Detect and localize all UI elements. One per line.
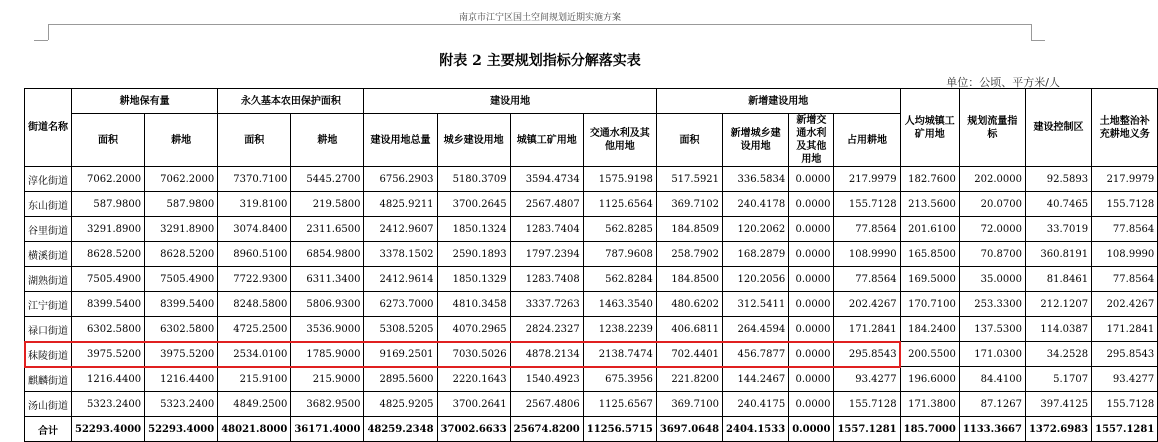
value-cell: 155.7128 <box>834 392 900 417</box>
value-cell: 6311.3400 <box>291 267 364 292</box>
value-cell: 2824.2327 <box>510 317 583 342</box>
value-cell: 1125.6564 <box>583 192 656 217</box>
col-header-name: 街道名称 <box>25 89 72 167</box>
table-row <box>25 292 1158 317</box>
margin-corner-right-h <box>1031 40 1045 41</box>
value-cell: 215.9000 <box>291 367 364 392</box>
col-header-c7: 城镇工矿用地 <box>510 114 583 167</box>
value-cell: 4725.2500 <box>218 317 291 342</box>
value-cell: 169.5000 <box>900 267 959 292</box>
margin-corner-left <box>48 24 49 40</box>
value-cell: 3700.2641 <box>437 392 510 417</box>
value-cell: 0.0000 <box>789 342 834 367</box>
value-cell: 70.8700 <box>959 242 1025 267</box>
value-cell: 1238.2239 <box>583 317 656 342</box>
value-cell: 77.8564 <box>1092 267 1158 292</box>
table-body <box>25 167 1158 442</box>
value-cell: 25674.8200 <box>510 417 583 442</box>
table-row <box>25 367 1158 392</box>
value-cell: 2311.6500 <box>291 217 364 242</box>
value-cell: 1797.2394 <box>510 242 583 267</box>
value-cell: 480.6202 <box>656 292 722 317</box>
value-cell: 3682.9500 <box>291 392 364 417</box>
value-cell: 2895.5600 <box>364 367 437 392</box>
value-cell: 3378.1502 <box>364 242 437 267</box>
value-cell: 0.0000 <box>789 317 834 342</box>
value-cell: 37002.6633 <box>437 417 510 442</box>
col-header-c2: 耕地 <box>145 114 218 167</box>
value-cell: 171.2841 <box>834 317 900 342</box>
value-cell: 1785.9000 <box>291 342 364 367</box>
value-cell: 200.5500 <box>900 342 959 367</box>
street-name-cell: 麒麟街道 <box>25 367 72 392</box>
value-cell: 35.0000 <box>959 267 1025 292</box>
indicator-table <box>24 88 1158 442</box>
value-cell: 77.8564 <box>1092 217 1158 242</box>
value-cell: 221.8200 <box>656 367 722 392</box>
value-cell: 675.3956 <box>583 367 656 392</box>
value-cell: 1133.3667 <box>959 417 1025 442</box>
table-row <box>25 192 1158 217</box>
value-cell: 702.4401 <box>656 342 722 367</box>
value-cell: 155.7128 <box>834 192 900 217</box>
group-header-basic-farmland: 永久基本农田保护面积 <box>218 89 364 114</box>
value-cell: 0.0000 <box>789 292 834 317</box>
group-header-cultivated: 耕地保有量 <box>72 89 218 114</box>
value-cell: 264.4594 <box>723 317 789 342</box>
value-cell: 0.0000 <box>789 217 834 242</box>
value-cell: 1557.1281 <box>1092 417 1158 442</box>
value-cell: 34.2528 <box>1025 342 1091 367</box>
value-cell: 456.7877 <box>723 342 789 367</box>
value-cell: 1463.3540 <box>583 292 656 317</box>
value-cell: 215.9100 <box>218 367 291 392</box>
value-cell: 360.8191 <box>1025 242 1091 267</box>
value-cell: 4070.2965 <box>437 317 510 342</box>
value-cell: 137.5300 <box>959 317 1025 342</box>
value-cell: 168.2879 <box>723 242 789 267</box>
value-cell: 171.3800 <box>900 392 959 417</box>
value-cell: 562.8285 <box>583 217 656 242</box>
value-cell: 3700.2645 <box>437 192 510 217</box>
value-cell: 1557.1281 <box>834 417 900 442</box>
value-cell: 6273.7000 <box>364 292 437 317</box>
value-cell: 9169.2501 <box>364 342 437 367</box>
value-cell: 0.0000 <box>789 417 834 442</box>
value-cell: 217.9979 <box>834 167 900 192</box>
value-cell: 2220.1643 <box>437 367 510 392</box>
value-cell: 406.6811 <box>656 317 722 342</box>
value-cell: 93.4277 <box>1092 367 1158 392</box>
value-cell: 1283.7408 <box>510 267 583 292</box>
value-cell: 5323.2400 <box>145 392 218 417</box>
value-cell: 5806.9300 <box>291 292 364 317</box>
value-cell: 2590.1893 <box>437 242 510 267</box>
col-header-land-consolidation: 土地整治补充耕地义务 <box>1092 89 1158 167</box>
value-cell: 1372.6983 <box>1025 417 1091 442</box>
document-header: 南京市江宁区国土空间规划近期实施方案 <box>458 13 621 23</box>
street-name-cell: 东山街道 <box>25 192 72 217</box>
unit-label: 单位：公顷、平方米/人 <box>946 76 1060 89</box>
value-cell: 2404.1533 <box>723 417 789 442</box>
group-header-construction: 建设用地 <box>364 89 656 114</box>
value-cell: 7505.4900 <box>145 267 218 292</box>
col-header-c4: 耕地 <box>291 114 364 167</box>
value-cell: 5445.2700 <box>291 167 364 192</box>
value-cell: 5308.5205 <box>364 317 437 342</box>
value-cell: 114.0387 <box>1025 317 1091 342</box>
value-cell: 3291.8900 <box>145 217 218 242</box>
value-cell: 92.5893 <box>1025 167 1091 192</box>
value-cell: 33.7019 <box>1025 217 1091 242</box>
value-cell: 336.5834 <box>723 167 789 192</box>
value-cell: 40.7465 <box>1025 192 1091 217</box>
col-header-c5: 建设用地总量 <box>364 114 437 167</box>
value-cell: 4810.3458 <box>437 292 510 317</box>
value-cell: 3337.7263 <box>510 292 583 317</box>
value-cell: 6302.5800 <box>72 317 145 342</box>
value-cell: 6302.5800 <box>145 317 218 342</box>
header-row-1 <box>25 89 1158 114</box>
value-cell: 3594.4734 <box>510 167 583 192</box>
value-cell: 1575.9198 <box>583 167 656 192</box>
street-name-cell: 谷里街道 <box>25 217 72 242</box>
table-row <box>25 217 1158 242</box>
value-cell: 253.3300 <box>959 292 1025 317</box>
value-cell: 84.4100 <box>959 367 1025 392</box>
margin-corner-right <box>1031 24 1032 40</box>
table-row <box>25 242 1158 267</box>
street-name-cell: 江宁街道 <box>25 292 72 317</box>
value-cell: 369.7102 <box>656 192 722 217</box>
value-cell: 312.5411 <box>723 292 789 317</box>
value-cell: 2567.4806 <box>510 392 583 417</box>
col-header-c3: 面积 <box>218 114 291 167</box>
value-cell: 787.9608 <box>583 242 656 267</box>
value-cell: 3536.9000 <box>291 317 364 342</box>
value-cell: 587.9800 <box>145 192 218 217</box>
value-cell: 3074.8400 <box>218 217 291 242</box>
street-name-cell: 横溪街道 <box>25 242 72 267</box>
table-row <box>25 167 1158 192</box>
value-cell: 219.5800 <box>291 192 364 217</box>
table-row <box>25 317 1158 342</box>
header-rule <box>48 24 1032 25</box>
col-header-c11: 新增交通水利及其他用地 <box>789 114 834 167</box>
col-header-c6: 城乡建设用地 <box>437 114 510 167</box>
value-cell: 8248.5800 <box>218 292 291 317</box>
value-cell: 8628.5200 <box>72 242 145 267</box>
value-cell: 185.7000 <box>900 417 959 442</box>
value-cell: 5323.2400 <box>72 392 145 417</box>
value-cell: 3291.8900 <box>72 217 145 242</box>
value-cell: 213.5600 <box>900 192 959 217</box>
value-cell: 8960.5100 <box>218 242 291 267</box>
value-cell: 4849.2500 <box>218 392 291 417</box>
value-cell: 170.7100 <box>900 292 959 317</box>
street-name-cell: 汤山街道 <box>25 392 72 417</box>
value-cell: 11256.5715 <box>583 417 656 442</box>
value-cell: 20.0700 <box>959 192 1025 217</box>
value-cell: 87.1267 <box>959 392 1025 417</box>
col-header-flow-quota: 规划流量指标 <box>959 89 1025 167</box>
value-cell: 48259.2348 <box>364 417 437 442</box>
value-cell: 3697.0648 <box>656 417 722 442</box>
value-cell: 397.4125 <box>1025 392 1091 417</box>
col-header-c9: 面积 <box>656 114 722 167</box>
value-cell: 240.4178 <box>723 192 789 217</box>
value-cell: 562.8284 <box>583 267 656 292</box>
value-cell: 165.8500 <box>900 242 959 267</box>
value-cell: 202.4267 <box>834 292 900 317</box>
value-cell: 2567.4807 <box>510 192 583 217</box>
value-cell: 0.0000 <box>789 392 834 417</box>
value-cell: 0.0000 <box>789 367 834 392</box>
value-cell: 258.7902 <box>656 242 722 267</box>
value-cell: 184.8500 <box>656 267 722 292</box>
value-cell: 155.7128 <box>1092 392 1158 417</box>
value-cell: 240.4175 <box>723 392 789 417</box>
value-cell: 120.2062 <box>723 217 789 242</box>
group-header-new-construction: 新增建设用地 <box>656 89 900 114</box>
street-name-cell: 合计 <box>25 417 72 442</box>
value-cell: 3975.5200 <box>72 342 145 367</box>
street-name-cell: 秣陵街道 <box>25 342 72 367</box>
value-cell: 1216.4400 <box>72 367 145 392</box>
value-cell: 319.8100 <box>218 192 291 217</box>
value-cell: 1283.7404 <box>510 217 583 242</box>
value-cell: 5.1707 <box>1025 367 1091 392</box>
value-cell: 5180.3709 <box>437 167 510 192</box>
value-cell: 1216.4400 <box>145 367 218 392</box>
value-cell: 587.9800 <box>72 192 145 217</box>
value-cell: 295.8543 <box>834 342 900 367</box>
value-cell: 93.4277 <box>834 367 900 392</box>
value-cell: 171.2841 <box>1092 317 1158 342</box>
value-cell: 7722.9300 <box>218 267 291 292</box>
value-cell: 4825.9211 <box>364 192 437 217</box>
value-cell: 1125.6567 <box>583 392 656 417</box>
value-cell: 217.9979 <box>1092 167 1158 192</box>
value-cell: 202.4267 <box>1092 292 1158 317</box>
value-cell: 36171.4000 <box>291 417 364 442</box>
value-cell: 0.0000 <box>789 267 834 292</box>
value-cell: 184.8509 <box>656 217 722 242</box>
highlight-box <box>24 341 902 368</box>
col-header-c10: 新增城乡建设用地 <box>723 114 789 167</box>
col-header-per-capita: 人均城镇工矿用地 <box>900 89 959 167</box>
value-cell: 3975.5200 <box>145 342 218 367</box>
value-cell: 155.7128 <box>1092 192 1158 217</box>
value-cell: 2138.7474 <box>583 342 656 367</box>
value-cell: 4878.2134 <box>510 342 583 367</box>
value-cell: 517.5921 <box>656 167 722 192</box>
value-cell: 1850.1324 <box>437 217 510 242</box>
value-cell: 1540.4923 <box>510 367 583 392</box>
value-cell: 6854.9800 <box>291 242 364 267</box>
value-cell: 48021.8000 <box>218 417 291 442</box>
value-cell: 212.1207 <box>1025 292 1091 317</box>
value-cell: 6756.2903 <box>364 167 437 192</box>
value-cell: 8399.5400 <box>72 292 145 317</box>
col-header-c1: 面积 <box>72 114 145 167</box>
value-cell: 7370.7100 <box>218 167 291 192</box>
col-header-control-zone: 建设控制区 <box>1025 89 1091 167</box>
value-cell: 81.8461 <box>1025 267 1091 292</box>
value-cell: 108.9990 <box>1092 242 1158 267</box>
value-cell: 202.0000 <box>959 167 1025 192</box>
value-cell: 8399.5400 <box>145 292 218 317</box>
value-cell: 295.8543 <box>1092 342 1158 367</box>
value-cell: 7062.2000 <box>72 167 145 192</box>
value-cell: 201.6100 <box>900 217 959 242</box>
value-cell: 0.0000 <box>789 242 834 267</box>
value-cell: 171.0300 <box>959 342 1025 367</box>
value-cell: 369.7100 <box>656 392 722 417</box>
value-cell: 184.2400 <box>900 317 959 342</box>
value-cell: 2534.0100 <box>218 342 291 367</box>
value-cell: 77.8564 <box>834 267 900 292</box>
value-cell: 7062.2000 <box>145 167 218 192</box>
value-cell: 144.2467 <box>723 367 789 392</box>
value-cell: 0.0000 <box>789 167 834 192</box>
value-cell: 0.0000 <box>789 192 834 217</box>
value-cell: 182.7600 <box>900 167 959 192</box>
value-cell: 108.9990 <box>834 242 900 267</box>
table-row <box>25 392 1158 417</box>
table-row <box>25 267 1158 292</box>
value-cell: 7505.4900 <box>72 267 145 292</box>
value-cell: 2412.9614 <box>364 267 437 292</box>
value-cell: 72.0000 <box>959 217 1025 242</box>
street-name-cell: 湖熟街道 <box>25 267 72 292</box>
value-cell: 8628.5200 <box>145 242 218 267</box>
total-row <box>25 417 1158 442</box>
value-cell: 120.2056 <box>723 267 789 292</box>
col-header-c8: 交通水利及其他用地 <box>583 114 656 167</box>
value-cell: 2412.9607 <box>364 217 437 242</box>
value-cell: 196.6000 <box>900 367 959 392</box>
value-cell: 1850.1329 <box>437 267 510 292</box>
table-title: 附表 2 主要规划指标分解落实表 <box>439 53 641 69</box>
value-cell: 4825.9205 <box>364 392 437 417</box>
col-header-c12: 占用耕地 <box>834 114 900 167</box>
street-name-cell: 淳化街道 <box>25 167 72 192</box>
value-cell: 52293.4000 <box>145 417 218 442</box>
margin-corner-left-h <box>34 40 48 41</box>
value-cell: 52293.4000 <box>72 417 145 442</box>
value-cell: 7030.5026 <box>437 342 510 367</box>
value-cell: 77.8564 <box>834 217 900 242</box>
street-name-cell: 禄口街道 <box>25 317 72 342</box>
